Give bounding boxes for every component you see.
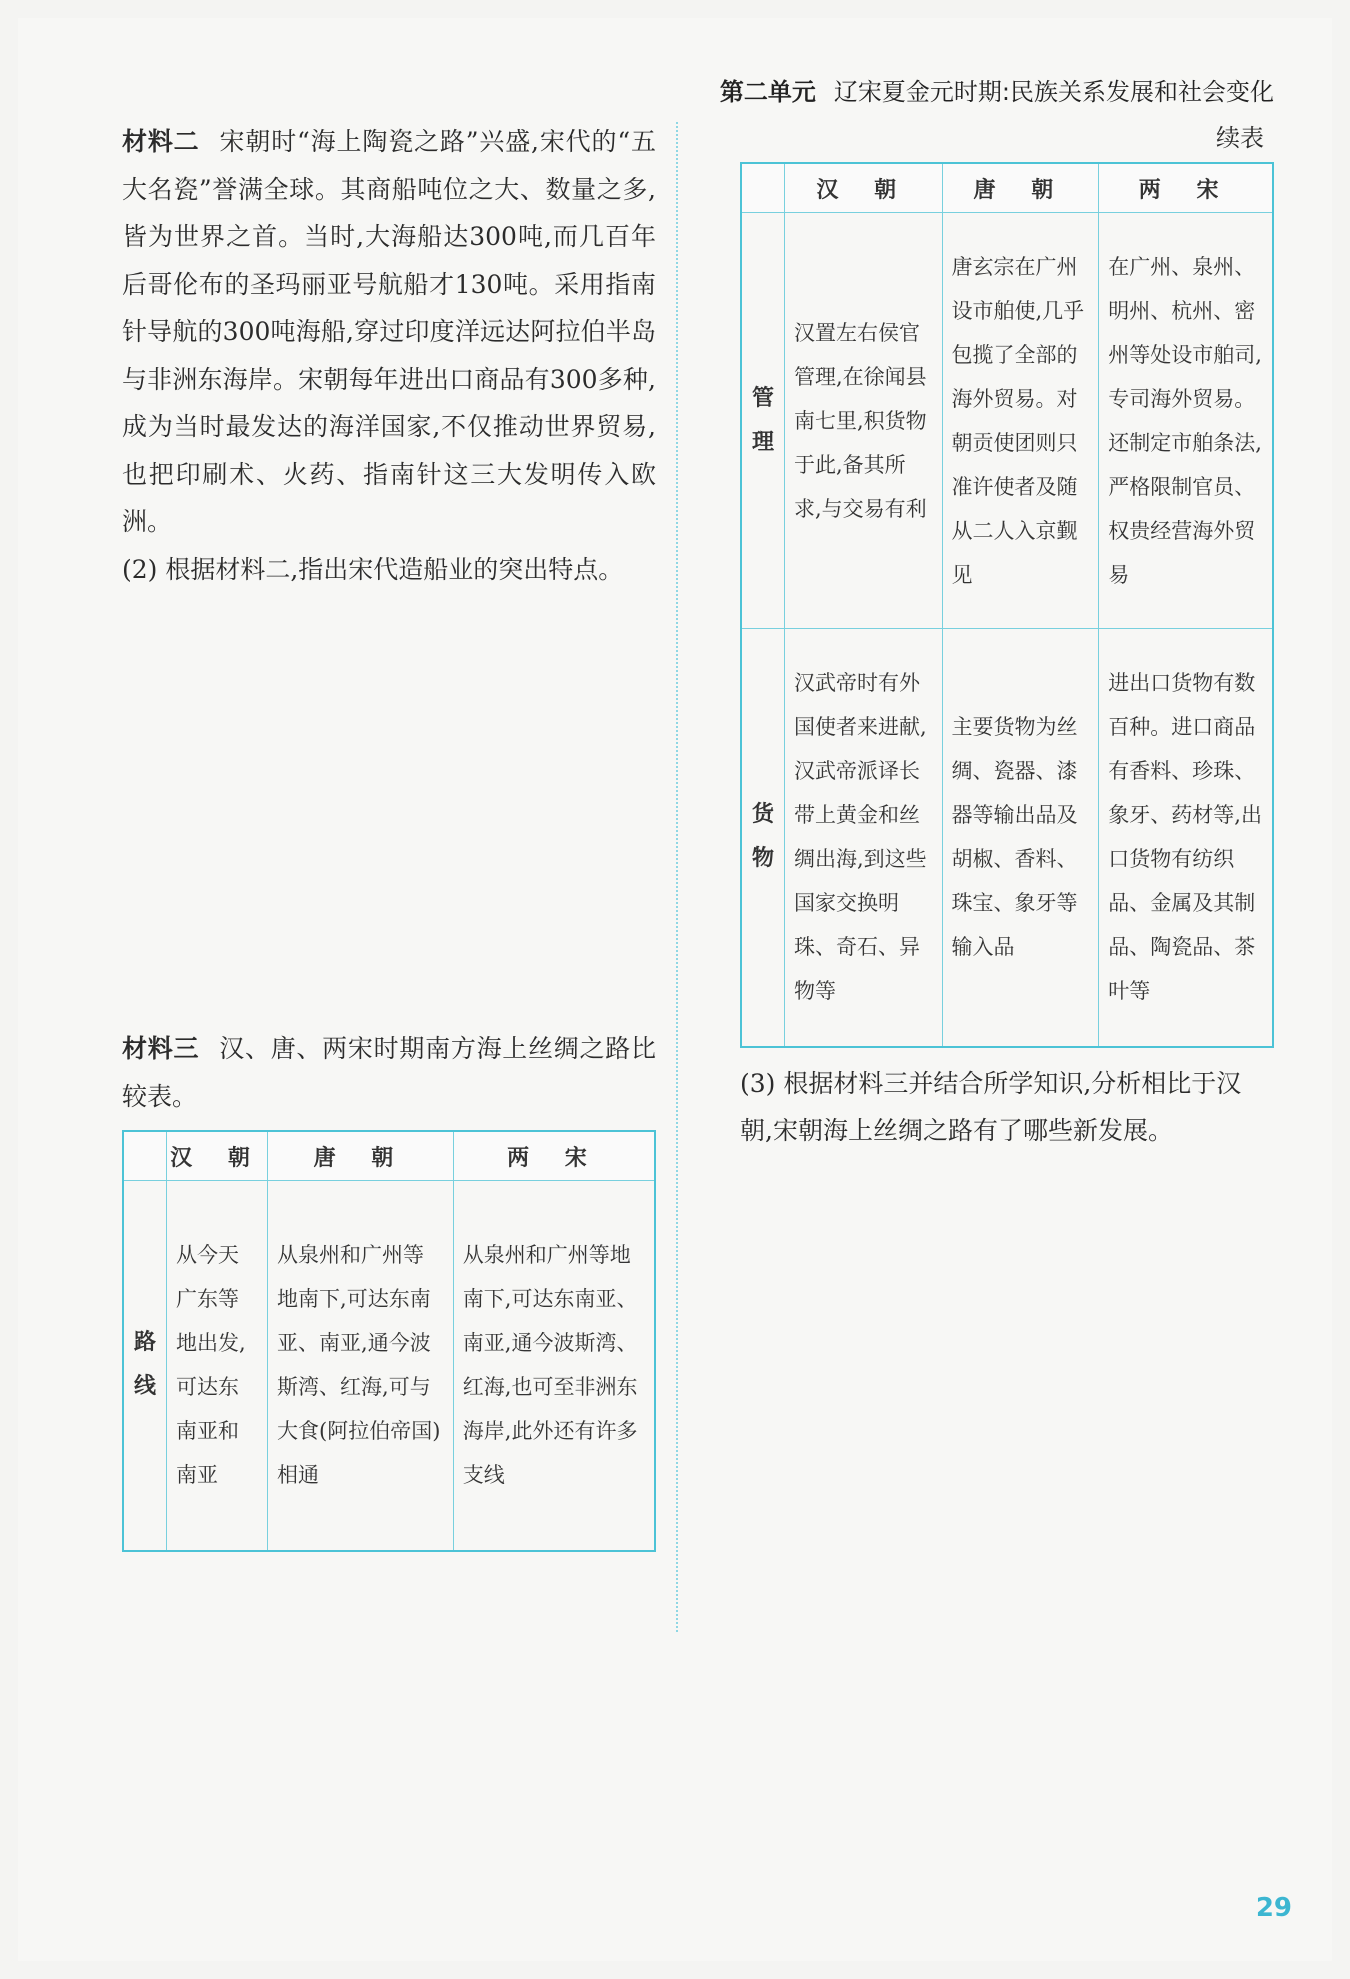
corner-cell <box>741 163 785 213</box>
material-2-text: 宋朝时“海上陶瓷之路”兴盛,宋代的“五大名瓷”誉满全球。其商船吨位之大、数量之多,皆为世界之首。当时,大海船达300吨,而几百年后哥伦布的圣玛丽亚号航船才130吨。采用指南针导航的300吨海船,穿过印度洋远达阿拉伯半岛与非洲东海岸。宋朝每年进出口商品有300多种,成为当时最发达的海洋国家,不仅推动世界贸易,也把印刷术、火药、指南针这三大发明传入欧洲。 <box>122 127 656 536</box>
material-3-label: 材料三 <box>122 1034 200 1063</box>
route-tang: 从泉州和广州等地南下,可达东南亚、南亚,通今波斯湾、红海,可与大食(阿拉伯帝国)相通 <box>268 1181 454 1551</box>
header-tang: 唐 朝 <box>942 163 1099 213</box>
table-row-management <box>741 213 1273 629</box>
route-song: 从泉州和广州等地南下,可达东南亚、南亚,通今波斯湾、红海,也可至非洲东海岸,此外还有许多支线 <box>453 1181 655 1551</box>
question-3: (3) 根据材料三并结合所学知识,分析相比于汉朝,宋朝海上丝绸之路有了哪些新发展。 <box>740 1068 1242 1145</box>
column-divider <box>676 122 678 1632</box>
material-3 <box>122 1025 656 1120</box>
material-2-label: 材料二 <box>122 127 200 156</box>
management-song: 在广州、泉州、明州、杭州、密州等处设市舶司,专司海外贸易。还制定市舶条法,严格限制官员、权贵经营海外贸易 <box>1099 213 1273 629</box>
question-2: (2) 根据材料二,指出宋代造船业的突出特点。 <box>122 554 624 584</box>
right-column <box>740 118 1274 1155</box>
row-label-goods: 货物 <box>741 629 785 1047</box>
unit-label: 第二单元 <box>719 78 816 106</box>
goods-tang: 主要货物为丝绸、瓷器、漆器等输出品及胡椒、香料、珠宝、象牙等输入品 <box>942 629 1099 1047</box>
unit-title: 辽宋夏金元时期:民族关系发展和社会变化 <box>833 78 1274 106</box>
goods-song: 进出口货物有数百种。进口商品有香料、珍珠、象牙、药材等,出口货物有纺织品、金属及其制品、陶瓷品、茶叶等 <box>1099 629 1273 1047</box>
material-3-text: 汉、唐、两宋时期南方海上丝绸之路比较表。 <box>122 1034 656 1111</box>
header-song: 两 宋 <box>1099 163 1273 213</box>
comparison-table-part1 <box>122 1130 656 1552</box>
row-label-management: 管理 <box>741 213 785 629</box>
header-han: 汉 朝 <box>167 1131 268 1181</box>
running-header <box>720 72 1274 107</box>
comparison-table-part2 <box>740 162 1274 1048</box>
management-han: 汉置左右侯官管理,在徐闻县南七里,积货物于此,备其所求,与交易有利 <box>785 213 943 629</box>
row-label-route: 路线 <box>123 1181 167 1551</box>
header-han: 汉 朝 <box>785 163 943 213</box>
table-header-row <box>741 163 1273 213</box>
header-tang: 唐 朝 <box>268 1131 454 1181</box>
continued-label: 续表 <box>1216 124 1264 152</box>
page-number: 29 <box>1255 1893 1292 1923</box>
left-column <box>122 118 656 1552</box>
goods-han: 汉武帝时有外国使者来进献,汉武帝派译长带上黄金和丝绸出海,到这些国家交换明珠、奇石、异物等 <box>785 629 943 1047</box>
corner-cell <box>123 1131 167 1181</box>
header-song: 两 宋 <box>453 1131 655 1181</box>
management-tang: 唐玄宗在广州设市舶使,几乎包揽了全部的海外贸易。对朝贡使团则只准许使者及随从二人入京觐见 <box>942 213 1099 629</box>
route-han: 从今天广东等地出发,可达东南亚和南亚 <box>167 1181 268 1551</box>
table-row-route <box>123 1181 655 1551</box>
table-header-row <box>123 1131 655 1181</box>
material-2 <box>122 118 656 546</box>
table-row-goods <box>741 629 1273 1047</box>
